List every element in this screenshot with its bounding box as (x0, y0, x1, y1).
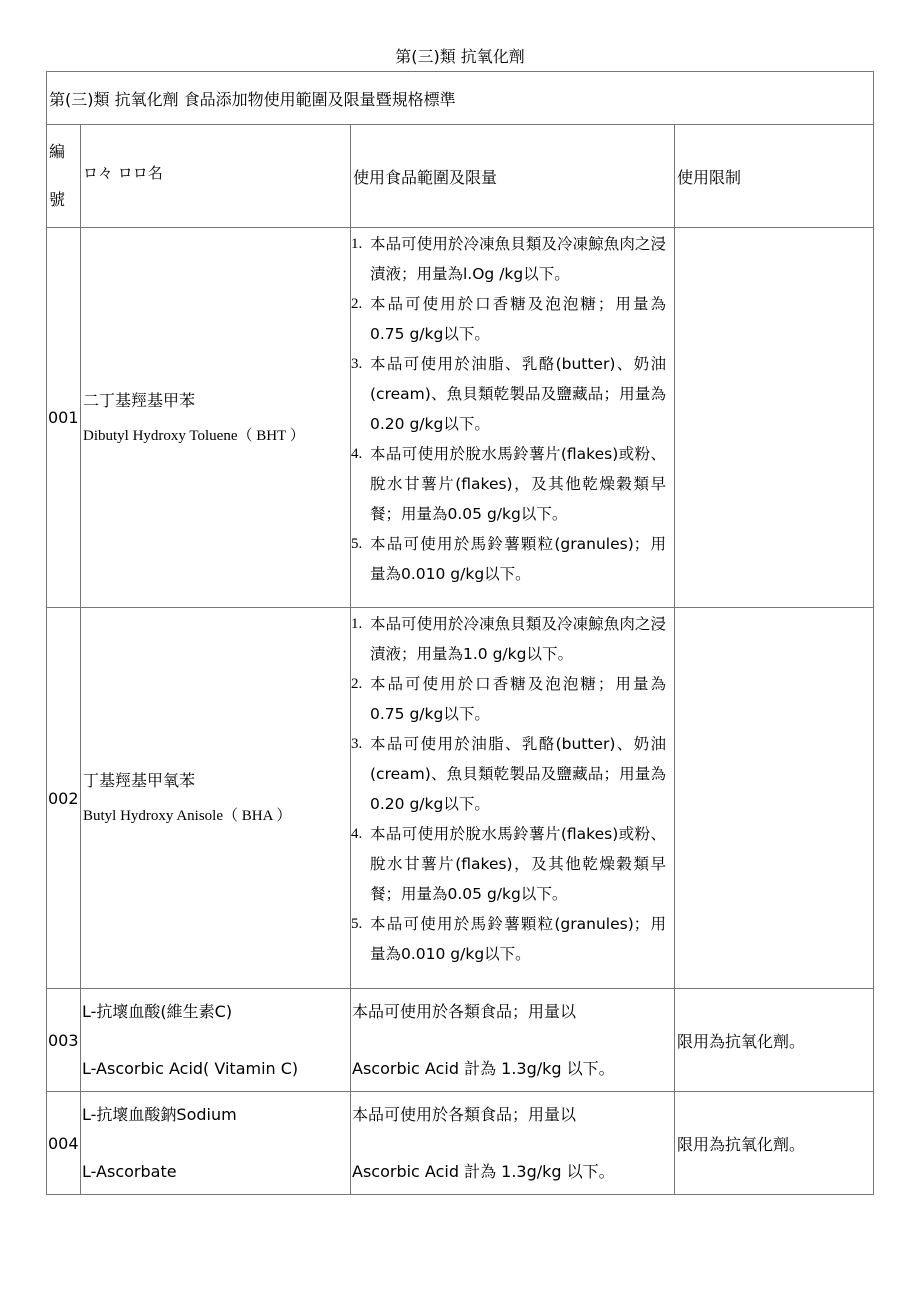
header-no (47, 125, 81, 228)
scope-line: Ascorbic Acid 計為 1.3g/kg 以下。 (352, 1058, 615, 1078)
row-number: 004 (47, 1092, 81, 1195)
scope-list (351, 609, 674, 969)
list-item: 4. 本品可使用於脫水馬鈴薯片(flakes)或粉、脫水甘薯片(flakes)，及其他乾燥穀類早餐；用量為0.05 g/kg以下。 (351, 445, 666, 523)
list-item: 5. 本品可使用於馬鈴薯顆粒(granules)；用量為0.010 g/kg以下。 (351, 535, 666, 583)
scope-line: 本品可使用於各類食品；用量以 (352, 1104, 577, 1124)
list-item: 1. 本品可使用於冷凍魚貝類及冷凍鯨魚肉之浸漬液；用量為l.Og /kg以下。 (351, 235, 666, 283)
scope-cell (351, 989, 675, 1092)
list-item: 2. 本品可使用於口香糖及泡泡糖；用量為0.75 g/kg以下。 (351, 295, 666, 343)
name-chinese: L-抗壞血酸鈉Sodium (82, 1104, 237, 1124)
row-number: 003 (47, 989, 81, 1092)
list-item: 5. 本品可使用於馬鈴薯顆粒(granules)；用量為0.010 g/kg以下。 (351, 915, 666, 963)
document-title: 第(三)類 抗氧化劑 (395, 47, 525, 66)
limit-cell (675, 608, 874, 989)
limit-cell (675, 228, 874, 608)
row-number: 002 (47, 608, 81, 989)
header-row (47, 125, 874, 228)
limit-cell: 限用為抗氧化劑。 (675, 1092, 874, 1195)
table-row (47, 1092, 874, 1195)
list-item: 1. 本品可使用於冷凍魚貝類及冷凍鯨魚肉之浸漬液；用量為1.0 g/kg以下。 (351, 615, 666, 663)
header-name: ロ々 ロロ名 (81, 125, 351, 228)
name-english: L-Ascorbate (82, 1161, 177, 1181)
additive-name-cell (81, 1092, 351, 1195)
name-english: Dibutyl Hydroxy Toluene（ BHT ） (83, 427, 305, 444)
additive-name-cell (81, 608, 351, 989)
name-english: Butyl Hydroxy Anisole（ BHA ） (83, 808, 292, 824)
row-number: 001 (47, 228, 81, 608)
list-item: 4. 本品可使用於脫水馬鈴薯片(flakes)或粉、脫水甘薯片(flakes)，及其他乾燥穀類早餐；用量為0.05 g/kg以下。 (351, 825, 666, 903)
scope-line: 本品可使用於各類食品；用量以 (352, 1001, 577, 1021)
header-no-line1: 編 (49, 142, 66, 161)
table-caption: 第(三)類 抗氧化劑 食品添加物使用範圍及限量暨規格標準 (47, 72, 874, 125)
additive-name-cell (81, 228, 351, 608)
table-row (47, 228, 874, 608)
additive-table (46, 71, 874, 1195)
scope-cell (351, 608, 675, 989)
name-chinese: 二丁基羥基甲苯 (83, 390, 196, 410)
header-scope: 使用食品範圍及限量 (351, 125, 675, 228)
scope-line: Ascorbic Acid 計為 1.3g/kg 以下。 (352, 1161, 615, 1181)
scope-list (351, 229, 674, 589)
list-item: 3. 本品可使用於油脂、乳酪(butter)、奶油 (cream)、魚貝類乾製品及鹽藏品；用量為0.20 g/kg以下。 (351, 735, 666, 813)
scope-cell (351, 228, 675, 608)
header-no-line2: 號 (49, 190, 66, 209)
caption-row (47, 72, 874, 125)
name-chinese: L-抗壞血酸(維生素C) (82, 1001, 233, 1021)
table-row (47, 989, 874, 1092)
table-row (47, 608, 874, 989)
list-item: 3. 本品可使用於油脂、乳酪(butter)、奶油(cream)、魚貝類乾製品及鹽藏品；用量為0.20 g/kg以下。 (351, 355, 666, 433)
limit-cell: 限用為抗氧化劑。 (675, 989, 874, 1092)
header-limit: 使用限制 (675, 125, 874, 228)
list-item: 2. 本品可使用於口香糖及泡泡糖；用量為0.75 g/kg以下。 (351, 675, 666, 723)
additive-name-cell (81, 989, 351, 1092)
name-english: L-Ascorbic Acid( Vitamin C) (82, 1058, 299, 1078)
scope-cell (351, 1092, 675, 1195)
name-chinese: 丁基羥基甲氧苯 (83, 771, 196, 790)
